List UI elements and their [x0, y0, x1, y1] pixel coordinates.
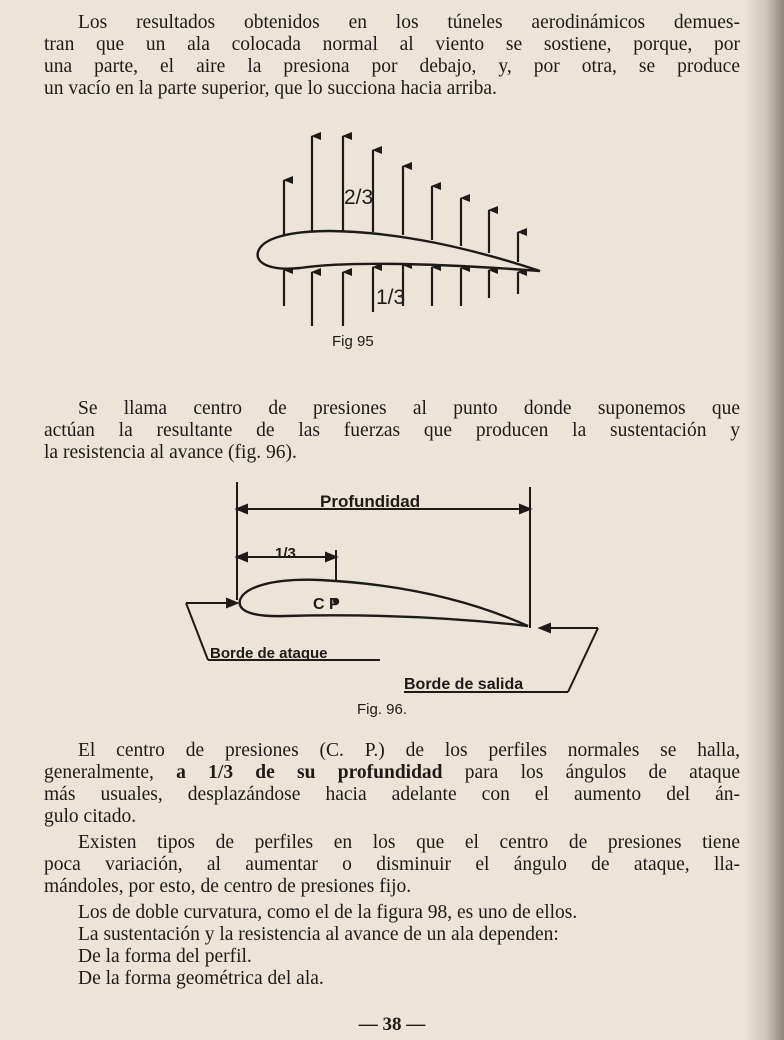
trailing-edge-label: Borde de salida	[404, 676, 524, 693]
cp-label: C P	[313, 596, 340, 613]
sentence-wing-geometry: De la forma geométrica del ala.	[78, 968, 324, 989]
text-line: El centro de presiones (C. P.) de los perfiles normales se halla,	[78, 740, 740, 761]
leading-edge-leader	[186, 603, 208, 660]
depth-label: Profundidad	[320, 492, 421, 511]
airfoil-profile-fig96	[240, 580, 528, 626]
sentence-lift-depends: La sustentación y la resistencia al avance de un ala dependen:	[78, 924, 559, 945]
text-plain: generalmente,	[44, 762, 177, 783]
text-plain: para los ángulos de ataque	[442, 762, 741, 783]
text-line: gulo citado.	[44, 806, 137, 827]
page-number: — 38 —	[358, 1014, 426, 1035]
text-line: mándoles, por esto, de centro de presiones fijo.	[44, 876, 412, 897]
leading-edge-label: Borde de ataque	[210, 645, 328, 662]
text-line: una parte, el aire la presiona por debajo, y, por otra, se produce	[44, 56, 740, 77]
text-line: un vacío en la parte superior, que lo succiona hacia arriba.	[44, 78, 497, 99]
fraction-upper-two-thirds: 2/3	[344, 186, 374, 209]
text-line: actúan la resultante de las fuerzas que producen la sustentación y	[44, 420, 740, 441]
text-line: la resistencia al avance (fig. 96).	[44, 442, 297, 463]
text-line: Se llama centro de presiones al punto donde suponemos que	[78, 398, 740, 419]
sentence-profile-shape: De la forma del perfil.	[78, 946, 252, 967]
text-line: Existen tipos de perfiles en los que el centro de presiones tiene	[78, 832, 740, 853]
text-line: tran que un ala colocada normal al viento se sostiene, porque, por	[44, 34, 740, 55]
text-line: más usuales, desplazándose hacia adelante con el aumento del án-	[44, 784, 740, 805]
text-line: poca variación, al aumentar o disminuir el ángulo de ataque, lla-	[44, 854, 740, 875]
figure-96-caption: Fig. 96.	[357, 701, 408, 718]
one-third-label: 1/3	[275, 545, 296, 562]
sentence-double-curvature: Los de doble curvatura, como el de la figura 98, es uno de ellos.	[78, 902, 578, 923]
paragraph-cp-location	[44, 740, 740, 828]
fraction-lower-one-third: 1/3	[376, 286, 406, 309]
text-line	[44, 762, 740, 784]
text-line: Los resultados obtenidos en los túneles aerodinámicos demues-	[78, 12, 740, 33]
paragraph-fixed-cp-profiles	[44, 832, 740, 898]
figure-95-caption: Fig 95	[332, 333, 374, 350]
emphasis-one-third-depth: a 1/3 de su profundidad	[176, 762, 443, 783]
trailing-edge-leader	[568, 628, 598, 692]
